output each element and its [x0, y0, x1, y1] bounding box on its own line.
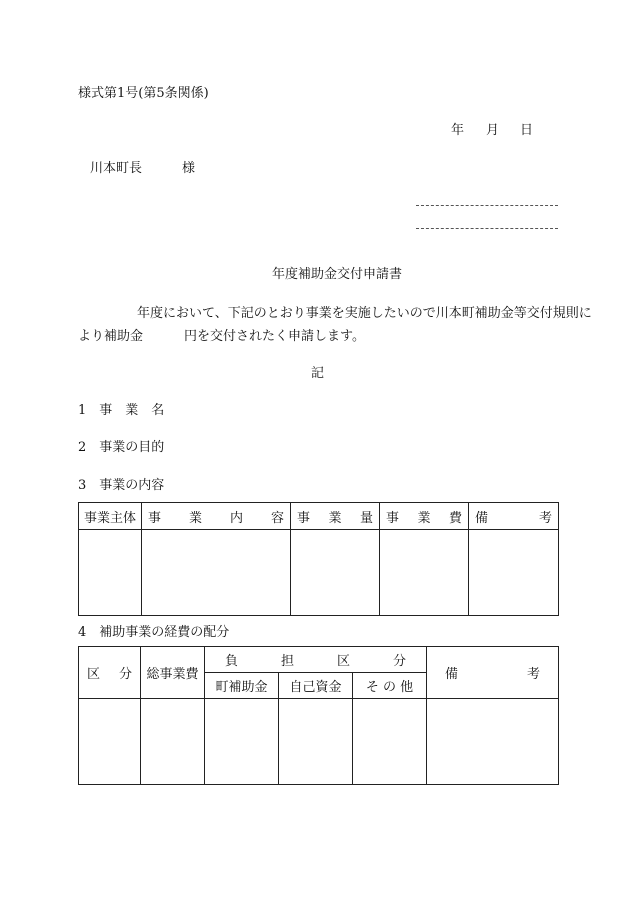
col-category: 区 分 [79, 647, 141, 699]
applicant-line-1 [416, 205, 558, 206]
item-1: 1 事 業 名 [78, 403, 165, 418]
date-day: 日 [520, 123, 534, 138]
table-header-row [79, 647, 559, 673]
item-3: 3 事業の内容 [78, 478, 165, 493]
date-year: 年 [451, 123, 465, 138]
item-4: 4 補助事業の経費の配分 [78, 625, 230, 640]
document-title: 年度補助金交付申請書 [272, 267, 403, 282]
table-row [79, 530, 559, 616]
project-content-table [78, 502, 559, 616]
col-remarks: 備 考 [427, 647, 559, 699]
body-line-2b: 円を交付されたく申請します。 [184, 329, 365, 344]
col-remarks: 備 考 [469, 503, 559, 530]
col-total-cost: 総事業費 [141, 647, 205, 699]
col-project-entity: 事業主体 [79, 503, 142, 530]
ki-heading: 記 [311, 366, 325, 381]
col-project-volume: 事 業 量 [291, 503, 380, 530]
col-town-subsidy: 町補助金 [205, 673, 279, 699]
table-header-row [79, 503, 559, 530]
expense-allocation-table [78, 646, 559, 785]
col-project-content: 事 業 内 容 [142, 503, 291, 530]
col-own-funds: 自己資金 [279, 673, 353, 699]
form-number: 様式第1号(第5条関係) [78, 86, 209, 101]
applicant-line-2 [416, 228, 558, 229]
col-other: そ の 他 [353, 673, 427, 699]
col-project-cost: 事 業 費 [380, 503, 469, 530]
addressee-honorific: 様 [182, 161, 196, 176]
item-2: 2 事業の目的 [78, 440, 165, 455]
col-burden-category: 負 担 区 分 [205, 647, 427, 673]
body-line-2a: より補助金 [78, 329, 144, 344]
date-month: 月 [486, 123, 500, 138]
table-row [79, 699, 559, 785]
addressee-name: 川本町長 [90, 161, 143, 176]
body-line-1: 年度において、下記のとおり事業を実施したいので川本町補助金等交付規則に [137, 306, 592, 321]
